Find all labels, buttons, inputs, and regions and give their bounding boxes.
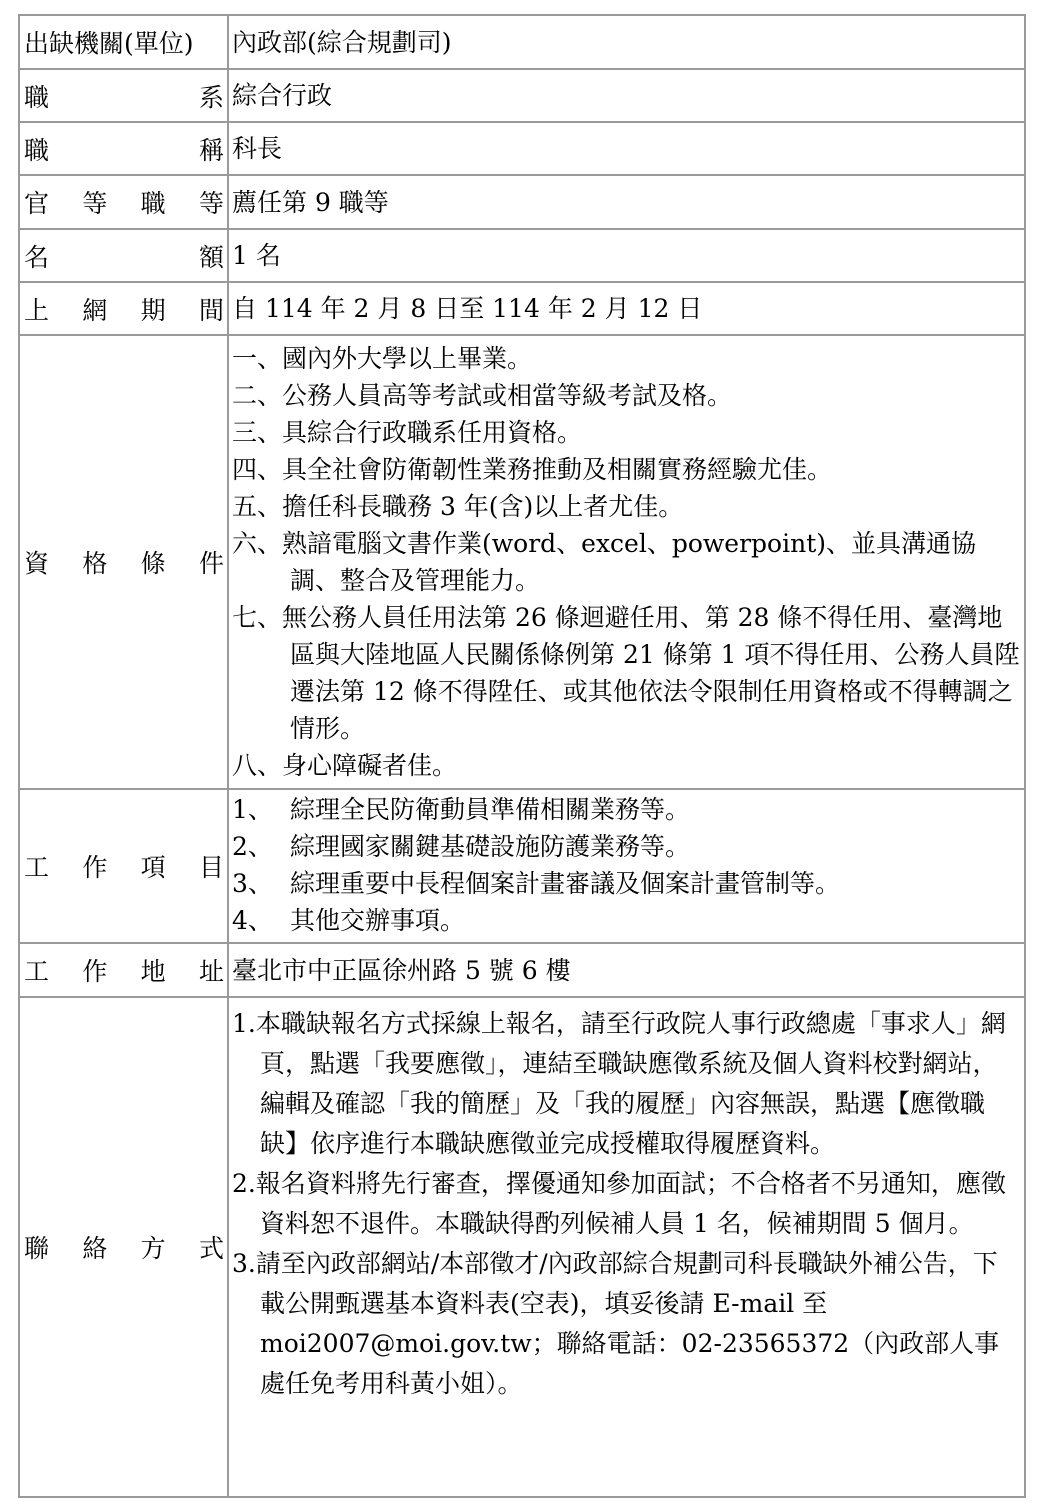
row-duties <box>20 788 1024 942</box>
value-agency: 內政部(綜合規劃司) <box>232 27 452 57</box>
label-duties: 工 作 項 目 <box>24 853 224 882</box>
duties-list <box>232 791 1020 939</box>
label-title: 職 稱 <box>24 135 224 165</box>
row-qualifications <box>20 334 1024 788</box>
qualification-item: 四、具全社會防衛韌性業務推動及相關實務經驗尤佳。 <box>232 455 833 484</box>
duty-item: 2、 綜理國家關鍵基礎設施防護業務等。 <box>232 832 691 861</box>
qualification-item: 七、無公務人員任用法第 26 條迴避任用、第 28 條不得任用、臺灣地區與大陸地區人民關係條例第 21 條第 1 項不得任用、公務人員陞遷法第 12 條不得陞任、或其他依法令限制任用資格或不得轉調之情形。 <box>232 603 1020 743</box>
label-contact: 聯 絡 方 式 <box>24 1234 224 1263</box>
duty-item: 4、 其他交辦事項。 <box>232 906 466 935</box>
row-address <box>20 942 1024 996</box>
qualifications-list <box>232 340 1020 784</box>
row-contact <box>20 996 1024 1496</box>
contact-item: 3.請至內政部網站/本部徵才/內政部綜合規劃司科長職缺外補公告，下載公開甄選基本資料表(空表)，填妥後請 E-mail 至 moi2007@moi.gov.tw；聯絡電話：02-23565372（內政部人事處任免考用科黃小姐）。 <box>232 1249 1000 1398</box>
value-period: 自 114 年 2 月 8 日至 114 年 2 月 12 日 <box>232 294 703 323</box>
label-agency: 出缺機關(單位) <box>24 29 194 58</box>
qualification-item: 六、熟諳電腦文書作業(word、excel、powerpoint)、並具溝通協調、整合及管理能力。 <box>232 529 976 595</box>
row-agency <box>20 16 1024 68</box>
value-grade: 薦任第 9 職等 <box>232 187 389 217</box>
label-grade: 官 等 職 等 <box>24 189 224 218</box>
label-series: 職 系 <box>24 82 224 112</box>
row-series <box>20 68 1024 121</box>
qualification-item: 八、身心障礙者佳。 <box>232 751 458 780</box>
qualification-item: 三、具綜合行政職系任用資格。 <box>232 418 583 447</box>
contact-item: 2.報名資料將先行審查，擇優通知參加面試；不合格者不另通知，應徵資料恕不退件。本職缺得酌列候補人員 1 名，候補期間 5 個月。 <box>232 1169 1006 1238</box>
contact-item: 1.本職缺報名方式採線上報名，請至行政院人事行政總處「事求人」網頁，點選「我要應徵」，連結至職缺應徵系統及個人資料校對網站，編輯及確認「我的簡歷」及「我的履歷」內容無誤，點選【應徵職缺】依序進行本職缺應徵並完成授權取得履歷資料。 <box>232 1009 1006 1158</box>
contact-list <box>232 1004 1020 1404</box>
label-qualifications: 資 格 條 件 <box>24 549 224 578</box>
row-period <box>20 281 1024 334</box>
row-grade <box>20 174 1024 228</box>
qualification-item: 五、擔任科長職務 3 年(含)以上者尤佳。 <box>232 492 684 521</box>
qualification-item: 二、公務人員高等考試或相當等級考試及格。 <box>232 381 733 410</box>
vacancy-table <box>18 14 1026 1498</box>
label-address: 工 作 地 址 <box>24 957 224 986</box>
label-period: 上 網 期 間 <box>24 295 224 325</box>
duty-item: 3、 綜理重要中長程個案計畫審議及個案計畫管制等。 <box>232 869 841 898</box>
value-series: 綜合行政 <box>232 81 333 110</box>
row-title <box>20 121 1024 174</box>
label-quota: 名 額 <box>24 242 224 272</box>
value-quota: 1 名 <box>232 241 281 270</box>
duty-item: 1、 綜理全民防衛動員準備相關業務等。 <box>232 795 691 824</box>
row-quota <box>20 228 1024 281</box>
value-address: 臺北市中正區徐州路 5 號 6 樓 <box>232 955 571 985</box>
qualification-item: 一、國內外大學以上畢業。 <box>232 344 533 373</box>
value-title: 科長 <box>232 134 283 163</box>
